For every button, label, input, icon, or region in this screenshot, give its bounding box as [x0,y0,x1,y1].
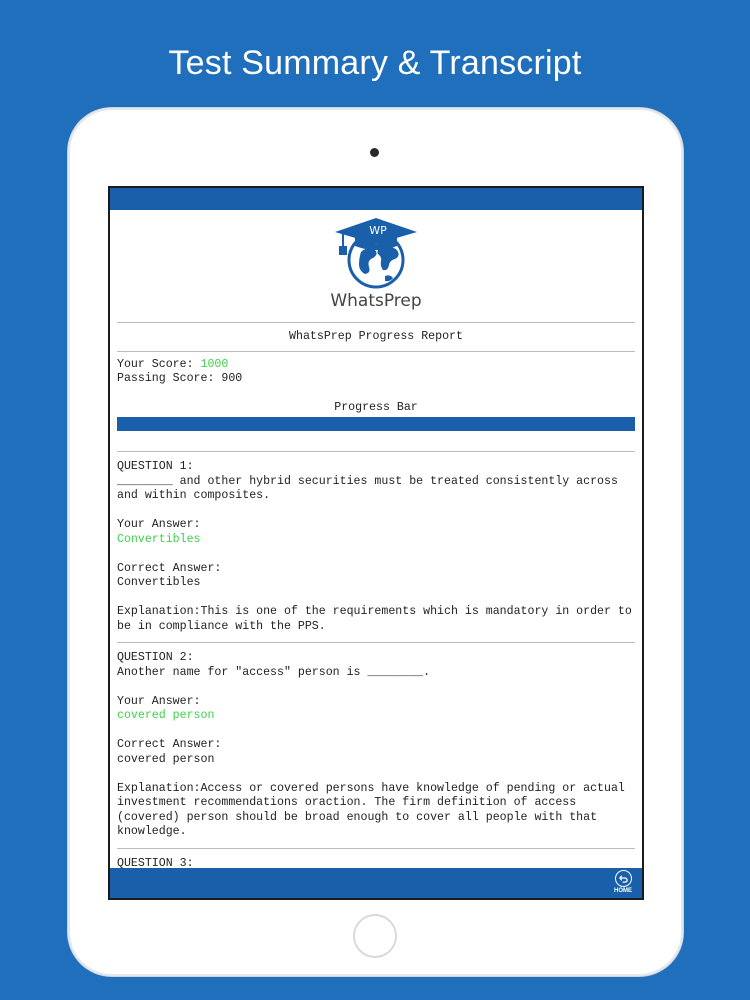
your-score-value: 1000 [200,357,229,371]
your-answer: Convertibles [117,532,201,546]
logo-wordmark: WhatsPrep [330,291,422,311]
correct-answer-label: Correct Answer: [117,561,222,575]
tablet-frame [68,108,683,976]
correct-answer-label: Correct Answer: [117,738,222,751]
home-label: HOME [614,888,632,894]
progress-bar-track [117,417,635,431]
explanation: Explanation:This is one of the requirements which is mandatory in order to be in compliance with the PPS. [117,605,632,633]
your-score-row [117,358,635,373]
headline: Test Summary & Transcript [168,44,582,82]
home-button[interactable] [612,870,634,896]
logo-badge-text: WP [369,224,387,237]
camera-dot [370,148,379,157]
question-number: QUESTION 2: [117,651,194,664]
device-home-button[interactable] [353,914,397,958]
question-text: ________ and other hybrid securities must be treated consistently across and within composites. [117,474,618,502]
bottom-bar [110,868,642,898]
question-1 [117,451,635,642]
question-number: QUESTION 1: [117,460,194,473]
question-number: QUESTION 3: [117,856,194,868]
score-block [117,352,635,387]
question-2 [117,642,635,848]
report-title: WhatsPrep Progress Report [289,330,463,343]
back-arrow-icon [615,870,632,887]
your-answer: covered person [117,709,215,722]
your-answer-label: Your Answer: [117,694,201,708]
app-screen [108,186,644,900]
spacer [117,431,635,451]
your-answer-label: Your Answer: [117,518,201,531]
your-score-label: Your Score: [117,357,201,371]
correct-answer: Convertibles [117,576,201,589]
question-3 [117,848,635,869]
question-text: Another name for "access" person is ________. [117,665,431,679]
passing-score-label: Passing Score: [117,372,222,385]
top-bar [110,188,642,210]
passing-score-value: 900 [221,372,243,385]
report-content[interactable] [117,210,635,868]
logo [117,210,635,322]
correct-answer: covered person [117,752,215,766]
progress-bar-label: Progress Bar [334,400,418,414]
progress-bar-fill [117,417,635,431]
explanation: Explanation:Access or covered persons have knowledge of pending or actual investment recommendations oraction. The firm definition of access (covered) person should be broad enough to cover all people with that knowledge. [117,781,625,838]
passing-score-row [117,372,635,387]
